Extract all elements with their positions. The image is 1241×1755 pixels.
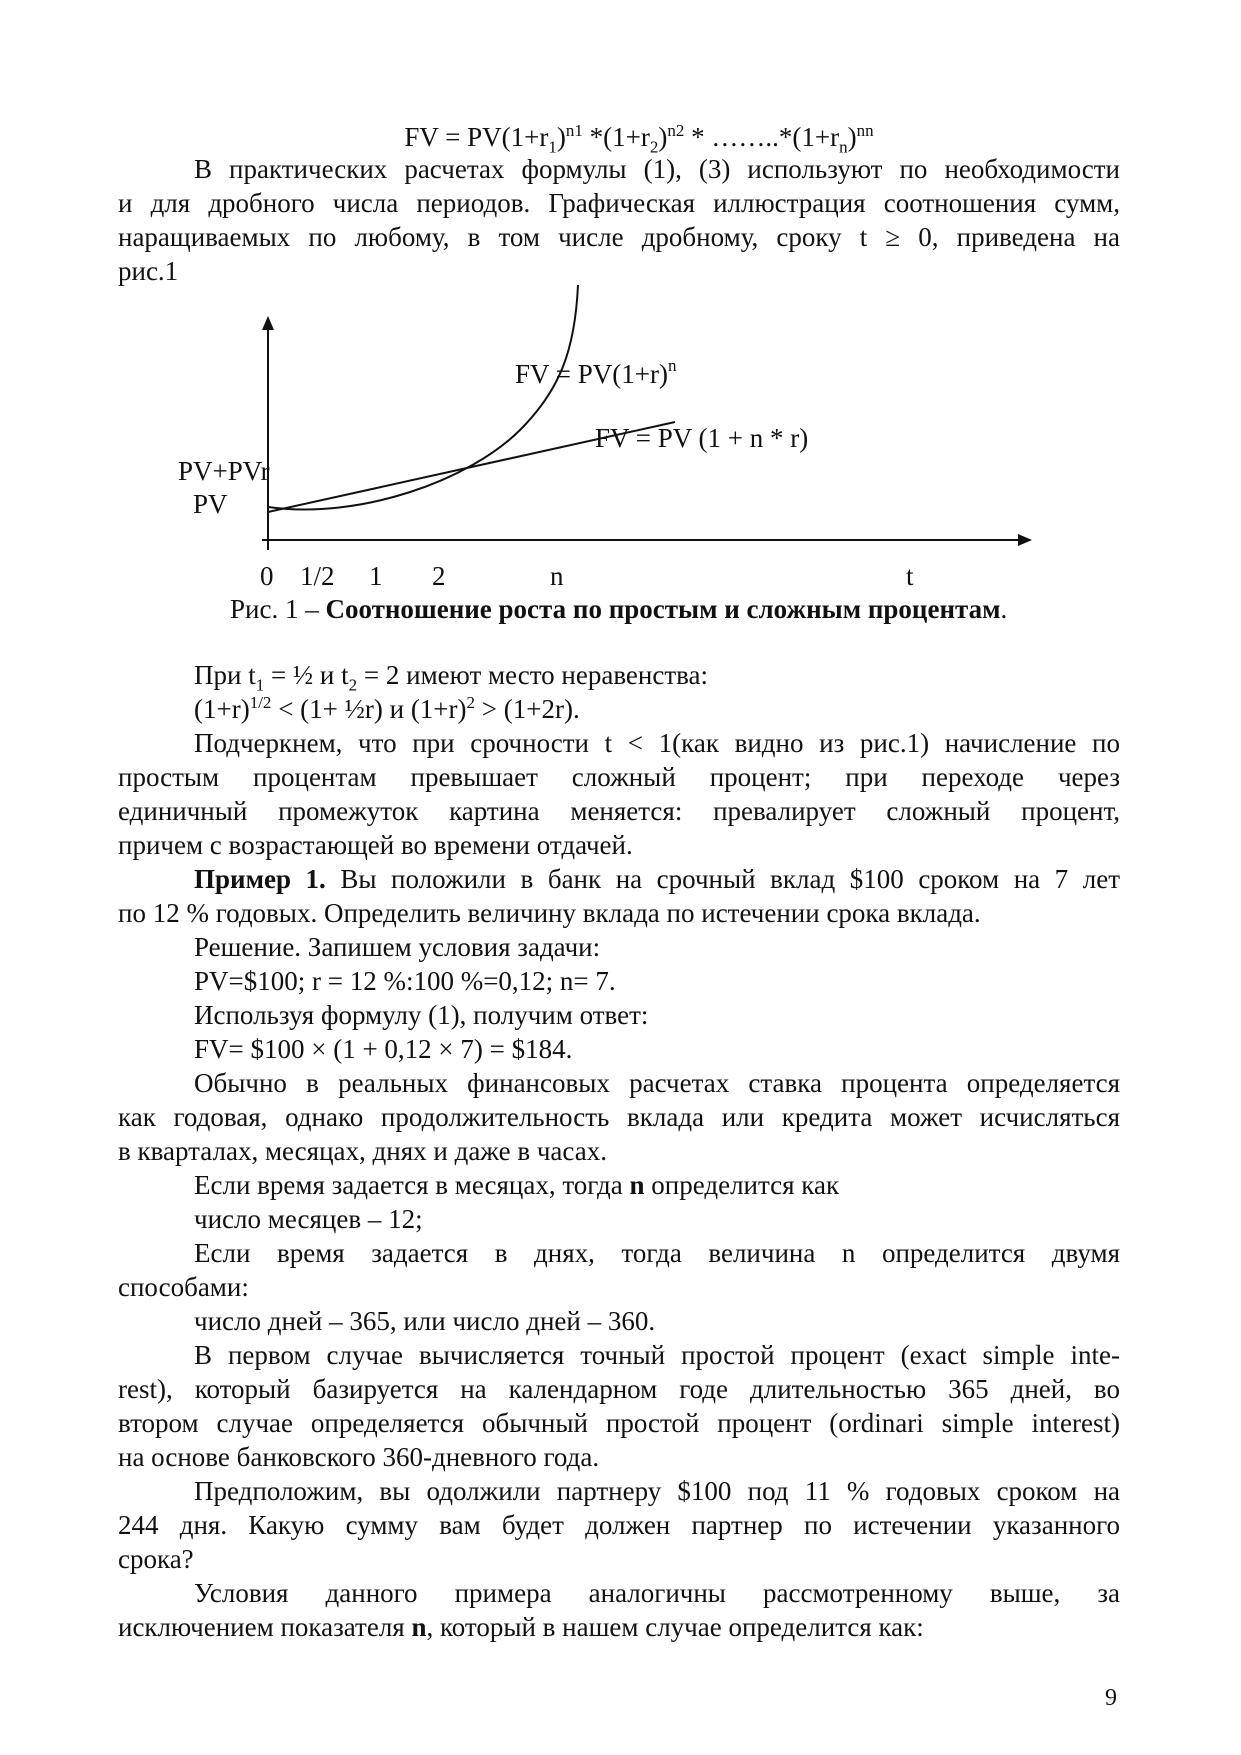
y-label-pv: PV (193, 489, 228, 519)
p4-line: rest), который базируется на календарном годе длительностью 365 дней, во (118, 1374, 1120, 1404)
p1-line: рис.1 (118, 256, 179, 286)
page-number: 9 (1105, 1685, 1117, 1711)
x-tick: 1/2 (300, 561, 335, 591)
p3-line: в кварталах, месяцах, днях и даже в часах. (118, 1136, 607, 1166)
p4-line: втором случае определяется обычный простой процент (ordinari simple interest) (118, 1408, 1120, 1438)
p3-line: Обычно в реальных финансовых расчетах ставка процента определяется (194, 1068, 1120, 1098)
x-axis-label: t (906, 561, 914, 591)
p4-line: В первом случае вычисляется точный простой процент (exact simple inte- (194, 1340, 1120, 1370)
p2-line: единичный промежуток картина меняется: превалирует сложный процент, (118, 796, 1120, 826)
p6-line-2: исключением показателя n, который в нашем случае определится как: (118, 1612, 924, 1642)
example-line-1: Пример 1. Вы положили в банк на срочный вклад $100 сроком на 7 лет (194, 864, 1120, 894)
days-line: число дней – 365, или число дней – 360. (194, 1306, 656, 1336)
days-line: способами: (118, 1272, 249, 1302)
p3-line: как годовая, однако продолжительность вклада или кредита может исчисляться (118, 1102, 1120, 1132)
p2-line: простым процентам превышает сложный процент; при переходе через (118, 762, 1120, 792)
y-label-pvr: PV+PVr (178, 456, 270, 486)
p1-line: и для дробного числа периодов. Графическая иллюстрация соотношения сумм, (118, 188, 1120, 218)
x-tick: n (550, 561, 564, 591)
formula-top: FV = $PV(1+r_1)^{n1}$ $*(1+r_2)^{n2}$ * $\dots\dots..*(1+r_n)^{nn}$ (404, 121, 874, 157)
compound-curve (268, 285, 578, 509)
figure-chart (0, 280, 1241, 600)
solution-line: Решение. Запишем условия задачи: (194, 932, 601, 962)
solution-line: PV=$100; r = 12 %:100 %=0,12; n= 7. (194, 966, 616, 996)
p6-line: Условия данного примера аналогичны рассмотренному выше, за (194, 1578, 1120, 1608)
p5-line: 244 дня. Какую сумму вам будет должен партнер по истечении указанного (118, 1510, 1120, 1540)
p2-line: причем с возрастающей во времени отдачей. (118, 830, 633, 860)
days-line: Если время задается в днях, тогда величина n определится двумя (194, 1238, 1120, 1268)
simple-label: FV = PV (1 + n * r) (595, 423, 809, 453)
x-tick: 1 (369, 561, 383, 591)
figure-caption: Рис. 1 – Соотношение роста по простым и сложным процентам. (230, 594, 1008, 624)
example-line-2: по 12 % годовых. Определить величину вклада по истечении срока вклада. (118, 898, 981, 928)
p5-line: Предположим, вы одолжили партнеру $100 под 11 % годовых сроком на (194, 1476, 1120, 1506)
p1-line: В практических расчетах формулы (1), (3) используют по необходимости (194, 154, 1120, 184)
solution-line: Используя формулу (1), получим ответ: (194, 1000, 649, 1030)
solution-line: FV= $100 × (1 + 0,12 × 7) = $184. (194, 1034, 573, 1064)
months-line-2: число месяцев – 12; (194, 1204, 423, 1234)
months-line-1: Если время задается в месяцах, тогда n определится как (194, 1170, 840, 1200)
p5-line: срока? (118, 1544, 194, 1574)
x-tick: 2 (432, 561, 446, 591)
compound-label: FV = $PV(1+r)^n$ (515, 356, 677, 389)
ineq-line-1: При $t_1$ = ½ и $t_2 = 2$ имеют место неравенства: (194, 660, 709, 695)
p1-line: наращиваемых по любому, в том числе дробному, сроку t ≥ 0, приведена на (118, 222, 1120, 252)
x-tick: 0 (260, 561, 274, 591)
p2-line: Подчеркнем, что при срочности t < 1(как видно из рис.1) начисление по (194, 728, 1120, 758)
p4-line: на основе банковского 360-дневного года. (118, 1442, 600, 1472)
ineq-line-2: $(1+r)^{1/2} < (1+$ ½r) и $(1+r)^2 > (1+2r)$. (194, 693, 580, 724)
